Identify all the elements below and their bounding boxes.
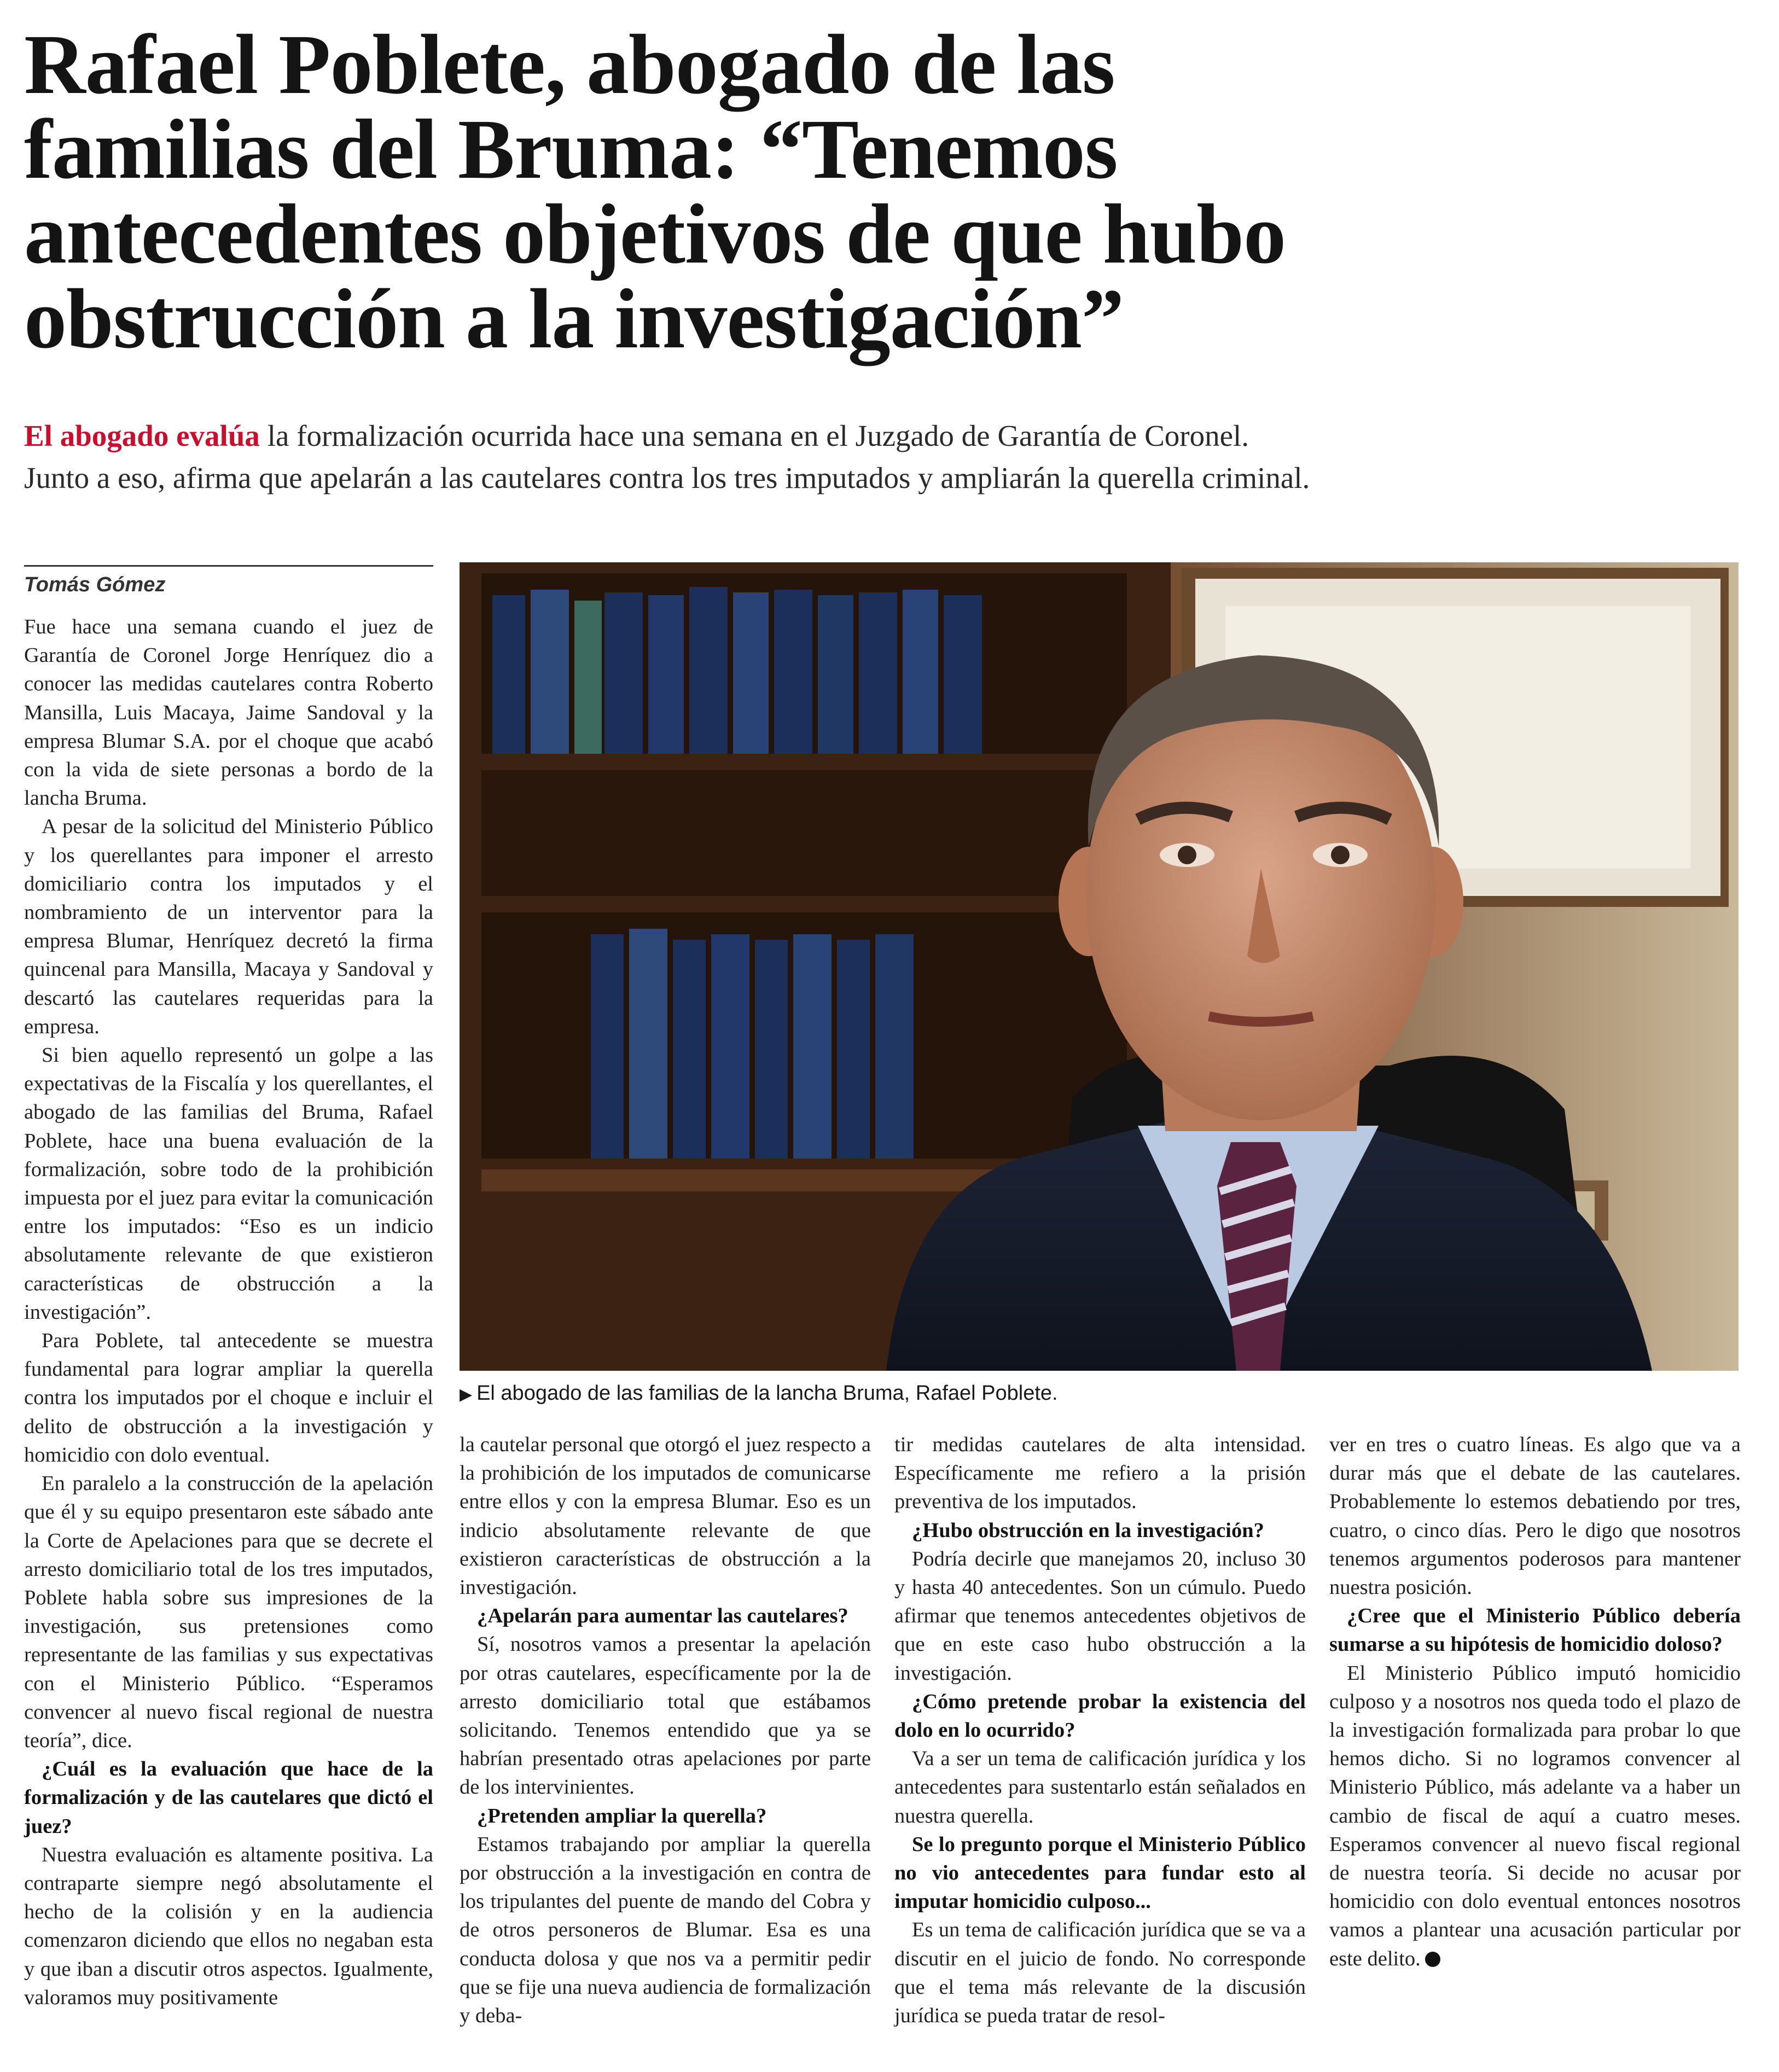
- interview-question: Se lo pregunto porque el Ministerio Público no vio antecedentes para fundar esto al imputar homicidio culposo...: [894, 1832, 1306, 1913]
- article-paragraph: Va a ser un tema de calificación jurídica y los antecedentes para sustentarlo están señalados en nuestra querella.: [894, 1747, 1306, 1827]
- interview-question: ¿Hubo obstrucción en la investigación?: [912, 1518, 1264, 1542]
- portrait-illustration: [460, 562, 1739, 1371]
- article-column-3: [894, 1430, 1306, 2030]
- headline-line: familias del Bruma: “Tenemos: [24, 102, 1118, 196]
- deck-line-2: Junto a eso, afirma que apelarán a las cautelares contra los tres imputados y ampliarán la querella criminal.: [24, 461, 1310, 494]
- byline: Tomás Gómez: [24, 565, 433, 597]
- article-paragraph: Nuestra evaluación es altamente positiva. La contraparte siempre negó absolutamente el hecho de la colisión y en la audiencia comenzaron diciendo que ellos no negaban esta y que iban a discutir otros aspectos. Igualmente, valoramos muy positivamente: [24, 1843, 433, 2009]
- article-paragraph: Estamos trabajando por ampliar la querella por obstrucción a la investigación en contra de los tripulantes del puente de mando del Cobra y de otros personeros de Blumar. Esa es una conducta dolosa y que nos va a permitir pedir que se fije una nueva audiencia de formalización y deba-: [460, 1832, 871, 2028]
- article-paragraph: El Ministerio Público imputó homicidio culposo y a nosotros nos queda todo el plazo de la investigación formalizada para probar lo que hemos dicho. Si no logramos convencer al Ministerio Público, más adelante va a haber un cambio de fiscal de aquí a cuatro meses. Esperamos convencer al nuevo fiscal regional de nuestra teoría. Si decide no acusar por homicidio con dolo eventual entonces nosotros vamos a plantear una acusación particular por este delito.: [1329, 1661, 1741, 1970]
- headline: [24, 17, 1747, 366]
- article-column-2: [460, 1430, 871, 2030]
- article-paragraph: Fue hace una semana cuando el juez de Garantía de Coronel Jorge Henríquez dio a conocer las medidas cautelares contra Roberto Mansilla, Luis Macaya, Jaime Sandoval y la empresa Blumar S.A. por el choque que acabó con la vida de siete personas a bordo de la lancha Bruma.: [24, 615, 433, 810]
- end-of-article-icon: [1425, 1952, 1440, 1967]
- interview-question: ¿Pretenden ampliar la querella?: [477, 1804, 767, 1827]
- article-paragraph: Si bien aquello representó un golpe a las expectativas de la Fiscalía y los querellantes, el abogado de las familias del Bruma, Rafael Poblete, hace una buena evaluación de la formalización, sobre todo de la prohibición impuesta por el juez para evitar la comunicación entre los imputados: “Eso es un indicio absolutamente relevante de que existieron características de obstrucción a la investigación”.: [24, 1044, 433, 1324]
- article-paragraph: Para Poblete, tal antecedente se muestra fundamental para lograr ampliar la querella contra los imputados por el choque e incluir el delito de obstrucción a la investigación y homicidio con dolo eventual.: [24, 1329, 433, 1466]
- headline-line: Rafael Poblete, abogado de las: [24, 17, 1115, 112]
- interview-question: ¿Apelarán para aumentar las cautelares?: [477, 1604, 848, 1628]
- caption-arrow-icon: ▶: [460, 1386, 473, 1404]
- article-column-1: [24, 613, 433, 2012]
- caption-text: El abogado de las familias de la lancha Bruma, Rafael Poblete.: [476, 1382, 1058, 1405]
- article-paragraph: A pesar de la solicitud del Ministerio Público y los querellantes para imponer el arresto domiciliario contra los imputados y el nombramiento de un interventor para la empresa Blumar, Henríquez decretó la firma quincenal para Mansilla, Macaya y Sandoval y descartó las cautelares requeridas para la empresa.: [24, 815, 433, 1038]
- article-paragraph: Sí, nosotros vamos a presentar la apelación por otras cautelares, específicamente por la de arresto domiciliario total que estábamos solicitando. Tenemos entendido que ya se habrían presentado otras apelaciones por parte de los intervinientes.: [460, 1633, 871, 1799]
- deck: [24, 415, 1753, 499]
- photo-caption: [460, 1379, 1739, 1409]
- article-paragraph: la cautelar personal que otorgó el juez respecto a la prohibición de los imputados de comunicarse entre ellos y con la empresa Blumar. Eso es un indicio absolutamente relevante de que existieron características de obstrucción a la investigación.: [460, 1433, 871, 1599]
- article-paragraph: Podría decirle que manejamos 20, incluso 30 y hasta 40 antecedentes. Son un cúmulo. Puedo afirmar que tenemos antecedentes objetivos de que en este caso hubo obstrucción a la investigación.: [894, 1547, 1306, 1685]
- article-paragraph: tir medidas cautelares de alta intensidad. Específicamente me refiero a la prisión preventiva de los imputados.: [894, 1433, 1306, 1514]
- article-column-4: [1329, 1430, 1741, 1973]
- headline-line: antecedentes objetivos de que hubo: [24, 187, 1286, 281]
- deck-lead: El abogado evalúa: [24, 419, 260, 452]
- headline-line: obstrucción a la investigación”: [24, 271, 1124, 366]
- deck-line-1: [24, 415, 1753, 457]
- deck-line-1-text: la formalización ocurrida hace una semana en el Juzgado de Garantía de Coronel.: [259, 419, 1249, 452]
- interview-question: ¿Cree que el Ministerio Público debería sumarse a su hipótesis de homicidio doloso?: [1329, 1604, 1741, 1656]
- article-paragraph: Es un tema de calificación jurídica que se va a discutir en el juicio de fondo. No corresponde que el tema más relevante de la discusión jurídica se pueda tratar de resol-: [894, 1918, 1306, 2028]
- article-paragraph: En paralelo a la construcción de la apelación que él y su equipo presentaron este sábado ante la Corte de Apelaciones para que se decrete el arresto domiciliario total de los tres imputados, Poblete habla sobre sus impresiones de la investigación, sus pretensiones como representante de las familias y sus expectativas con el Ministerio Público. “Esperamos convencer al nuevo fiscal regional de nuestra teoría”, dice.: [24, 1472, 433, 1752]
- interview-question: ¿Cuál es la evaluación que hace de la formalización y de las cautelares que dictó el juez?: [24, 1757, 433, 1838]
- article-paragraph: ver en tres o cuatro líneas. Es algo que va a durar más que el debate de las cautelares. Probablemente lo estemos debatiendo por tres, cuatro, o cinco días. Pero le digo que nosotros tenemos argumentos poderosos para mantener nuestra posición.: [1329, 1433, 1741, 1599]
- article-photo: [460, 562, 1739, 1371]
- interview-question: ¿Cómo pretende probar la existencia del dolo en lo ocurrido?: [894, 1690, 1306, 1742]
